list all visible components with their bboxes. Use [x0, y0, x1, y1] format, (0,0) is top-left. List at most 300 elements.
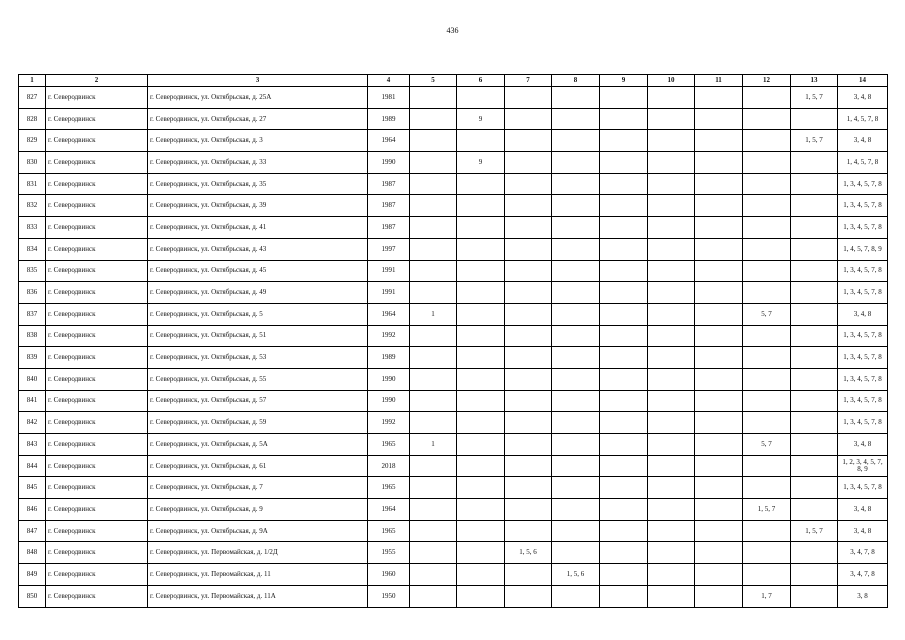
col5-cell — [410, 477, 457, 499]
address-cell: г. Северодвинск, ул. Октябрьская, д. 3 — [148, 130, 368, 152]
col14-cell: 1, 2, 3, 4, 5, 7, 8, 9 — [838, 455, 888, 477]
col8-cell — [552, 325, 600, 347]
col9-cell — [600, 173, 648, 195]
address-cell: г. Северодвинск, ул. Октябрьская, д. 9 — [148, 499, 368, 521]
locality-cell: г. Северодвинск — [46, 347, 148, 369]
col14-cell: 3, 4, 7, 8 — [838, 564, 888, 586]
col13-cell: 1, 5, 7 — [791, 520, 838, 542]
col5-cell — [410, 520, 457, 542]
table-row — [19, 477, 888, 499]
col6-cell — [457, 477, 505, 499]
column-header-8: 8 — [552, 75, 600, 87]
col5-cell — [410, 325, 457, 347]
row-number: 847 — [19, 520, 46, 542]
col13-cell — [791, 390, 838, 412]
col8-cell — [552, 108, 600, 130]
locality-cell: г. Северодвинск — [46, 434, 148, 456]
col10-cell — [648, 238, 695, 260]
locality-cell: г. Северодвинск — [46, 564, 148, 586]
col12-cell — [743, 195, 791, 217]
table-row — [19, 303, 888, 325]
col10-cell — [648, 499, 695, 521]
year-cell: 1964 — [368, 130, 410, 152]
col8-cell — [552, 368, 600, 390]
col13-cell — [791, 217, 838, 239]
col6-cell — [457, 520, 505, 542]
col8-cell — [552, 499, 600, 521]
col9-cell — [600, 520, 648, 542]
col13-cell: 1, 5, 7 — [791, 130, 838, 152]
col14-cell: 1, 3, 4, 5, 7, 8 — [838, 347, 888, 369]
year-cell: 1991 — [368, 260, 410, 282]
row-number: 839 — [19, 347, 46, 369]
col7-cell — [505, 390, 552, 412]
col5-cell — [410, 87, 457, 109]
row-number: 845 — [19, 477, 46, 499]
col10-cell — [648, 434, 695, 456]
address-cell: г. Северодвинск, ул. Октябрьская, д. 49 — [148, 282, 368, 304]
page-number: 436 — [446, 26, 459, 35]
column-header-9: 9 — [600, 75, 648, 87]
col9-cell — [600, 564, 648, 586]
col13-cell — [791, 564, 838, 586]
col7-cell — [505, 325, 552, 347]
col13-cell — [791, 542, 838, 564]
col8-cell — [552, 390, 600, 412]
col12-cell — [743, 87, 791, 109]
year-cell: 1992 — [368, 412, 410, 434]
col12-cell — [743, 217, 791, 239]
col9-cell — [600, 282, 648, 304]
row-number: 834 — [19, 238, 46, 260]
col7-cell — [505, 152, 552, 174]
table-row — [19, 238, 888, 260]
column-header-4: 4 — [368, 75, 410, 87]
col9-cell — [600, 325, 648, 347]
col7-cell — [505, 130, 552, 152]
table-row — [19, 520, 888, 542]
col13-cell — [791, 303, 838, 325]
table-row — [19, 152, 888, 174]
table-header-row — [19, 75, 888, 87]
col14-cell: 1, 4, 5, 7, 8, 9 — [838, 238, 888, 260]
col7-cell — [505, 282, 552, 304]
col8-cell — [552, 542, 600, 564]
col6-cell — [457, 173, 505, 195]
col5-cell — [410, 195, 457, 217]
row-number: 841 — [19, 390, 46, 412]
table-row — [19, 499, 888, 521]
col7-cell — [505, 108, 552, 130]
col7-cell — [505, 455, 552, 477]
col12-cell — [743, 282, 791, 304]
col11-cell — [695, 368, 743, 390]
col8-cell — [552, 152, 600, 174]
year-cell: 1950 — [368, 585, 410, 607]
address-cell: г. Северодвинск, ул. Октябрьская, д. 5А — [148, 434, 368, 456]
locality-cell: г. Северодвинск — [46, 325, 148, 347]
row-number: 833 — [19, 217, 46, 239]
year-cell: 1964 — [368, 303, 410, 325]
table-row — [19, 217, 888, 239]
address-cell: г. Северодвинск, ул. Октябрьская, д. 27 — [148, 108, 368, 130]
row-number: 829 — [19, 130, 46, 152]
table-row — [19, 455, 888, 477]
col14-cell: 3, 8 — [838, 585, 888, 607]
table-row — [19, 434, 888, 456]
year-cell: 1990 — [368, 390, 410, 412]
column-header-1: 1 — [19, 75, 46, 87]
col9-cell — [600, 477, 648, 499]
col6-cell: 9 — [457, 152, 505, 174]
col5-cell — [410, 130, 457, 152]
col10-cell — [648, 390, 695, 412]
address-cell: г. Северодвинск, ул. Октябрьская, д. 41 — [148, 217, 368, 239]
col11-cell — [695, 195, 743, 217]
col6-cell — [457, 303, 505, 325]
col7-cell — [505, 368, 552, 390]
col11-cell — [695, 390, 743, 412]
col8-cell — [552, 347, 600, 369]
col9-cell — [600, 585, 648, 607]
col13-cell — [791, 585, 838, 607]
col11-cell — [695, 455, 743, 477]
locality-cell: г. Северодвинск — [46, 217, 148, 239]
address-cell: г. Северодвинск, ул. Октябрьская, д. 51 — [148, 325, 368, 347]
col10-cell — [648, 173, 695, 195]
col14-cell: 3, 4, 8 — [838, 303, 888, 325]
column-header-14: 14 — [838, 75, 888, 87]
col14-cell: 3, 4, 7, 8 — [838, 542, 888, 564]
col14-cell: 1, 3, 4, 5, 7, 8 — [838, 390, 888, 412]
col10-cell — [648, 282, 695, 304]
col12-cell — [743, 564, 791, 586]
col9-cell — [600, 108, 648, 130]
table-row — [19, 412, 888, 434]
table-row — [19, 87, 888, 109]
col13-cell — [791, 260, 838, 282]
col14-cell: 1, 4, 5, 7, 8 — [838, 108, 888, 130]
column-header-11: 11 — [695, 75, 743, 87]
column-header-7: 7 — [505, 75, 552, 87]
col10-cell — [648, 520, 695, 542]
row-number: 827 — [19, 87, 46, 109]
col7-cell — [505, 499, 552, 521]
year-cell: 1965 — [368, 477, 410, 499]
table-row — [19, 130, 888, 152]
address-cell: г. Северодвинск, ул. Первомайская, д. 1/2Д — [148, 542, 368, 564]
col8-cell — [552, 282, 600, 304]
year-cell: 1990 — [368, 152, 410, 174]
locality-cell: г. Северодвинск — [46, 282, 148, 304]
col12-cell — [743, 347, 791, 369]
col9-cell — [600, 390, 648, 412]
col7-cell — [505, 477, 552, 499]
col7-cell — [505, 303, 552, 325]
col7-cell — [505, 195, 552, 217]
column-header-2: 2 — [46, 75, 148, 87]
col9-cell — [600, 455, 648, 477]
column-header-3: 3 — [148, 75, 368, 87]
address-cell: г. Северодвинск, ул. Октябрьская, д. 45 — [148, 260, 368, 282]
col7-cell — [505, 238, 552, 260]
table-row — [19, 195, 888, 217]
year-cell: 1960 — [368, 564, 410, 586]
col8-cell — [552, 217, 600, 239]
col7-cell — [505, 173, 552, 195]
col14-cell: 1, 3, 4, 5, 7, 8 — [838, 217, 888, 239]
address-cell: г. Северодвинск, ул. Октябрьская, д. 55 — [148, 368, 368, 390]
col7-cell — [505, 87, 552, 109]
col11-cell — [695, 434, 743, 456]
column-header-13: 13 — [791, 75, 838, 87]
col12-cell — [743, 173, 791, 195]
col5-cell — [410, 347, 457, 369]
col14-cell: 1, 4, 5, 7, 8 — [838, 152, 888, 174]
col5-cell: 1 — [410, 434, 457, 456]
address-cell: г. Северодвинск, ул. Октябрьская, д. 5 — [148, 303, 368, 325]
col11-cell — [695, 585, 743, 607]
address-cell: г. Северодвинск, ул. Октябрьская, д. 61 — [148, 455, 368, 477]
col5-cell — [410, 217, 457, 239]
col8-cell — [552, 477, 600, 499]
col14-cell: 1, 3, 4, 5, 7, 8 — [838, 325, 888, 347]
col13-cell — [791, 173, 838, 195]
col14-cell: 1, 3, 4, 5, 7, 8 — [838, 260, 888, 282]
col11-cell — [695, 564, 743, 586]
table-row — [19, 564, 888, 586]
year-cell: 1987 — [368, 217, 410, 239]
row-number: 838 — [19, 325, 46, 347]
address-cell: г. Северодвинск, ул. Первомайская, д. 11 — [148, 564, 368, 586]
col6-cell — [457, 130, 505, 152]
col12-cell — [743, 520, 791, 542]
row-number: 836 — [19, 282, 46, 304]
col13-cell — [791, 412, 838, 434]
col7-cell: 1, 5, 6 — [505, 542, 552, 564]
row-number: 828 — [19, 108, 46, 130]
col8-cell — [552, 585, 600, 607]
locality-cell: г. Северодвинск — [46, 412, 148, 434]
col14-cell: 1, 3, 4, 5, 7, 8 — [838, 412, 888, 434]
col9-cell — [600, 368, 648, 390]
col7-cell — [505, 217, 552, 239]
col11-cell — [695, 412, 743, 434]
col10-cell — [648, 152, 695, 174]
col9-cell — [600, 87, 648, 109]
locality-cell: г. Северодвинск — [46, 87, 148, 109]
col11-cell — [695, 130, 743, 152]
col5-cell — [410, 564, 457, 586]
col6-cell: 9 — [457, 108, 505, 130]
col5-cell: 1 — [410, 303, 457, 325]
col5-cell — [410, 282, 457, 304]
col6-cell — [457, 434, 505, 456]
col5-cell — [410, 108, 457, 130]
locality-cell: г. Северодвинск — [46, 173, 148, 195]
col9-cell — [600, 152, 648, 174]
col12-cell — [743, 412, 791, 434]
table-row — [19, 282, 888, 304]
col9-cell — [600, 217, 648, 239]
column-header-12: 12 — [743, 75, 791, 87]
col11-cell — [695, 173, 743, 195]
col11-cell — [695, 217, 743, 239]
row-number: 843 — [19, 434, 46, 456]
col10-cell — [648, 108, 695, 130]
locality-cell: г. Северодвинск — [46, 195, 148, 217]
col13-cell — [791, 195, 838, 217]
year-cell: 1992 — [368, 325, 410, 347]
col6-cell — [457, 542, 505, 564]
col13-cell — [791, 499, 838, 521]
col11-cell — [695, 542, 743, 564]
col12-cell: 1, 5, 7 — [743, 499, 791, 521]
year-cell: 1987 — [368, 173, 410, 195]
col10-cell — [648, 303, 695, 325]
col5-cell — [410, 499, 457, 521]
col13-cell — [791, 368, 838, 390]
column-header-10: 10 — [648, 75, 695, 87]
locality-cell: г. Северодвинск — [46, 108, 148, 130]
col11-cell — [695, 282, 743, 304]
col14-cell: 3, 4, 8 — [838, 130, 888, 152]
col5-cell — [410, 238, 457, 260]
col5-cell — [410, 260, 457, 282]
col13-cell — [791, 477, 838, 499]
col6-cell — [457, 217, 505, 239]
col6-cell — [457, 499, 505, 521]
col11-cell — [695, 325, 743, 347]
table-body — [19, 87, 888, 608]
col10-cell — [648, 87, 695, 109]
col6-cell — [457, 347, 505, 369]
year-cell: 1955 — [368, 542, 410, 564]
col6-cell — [457, 564, 505, 586]
col9-cell — [600, 434, 648, 456]
col6-cell — [457, 585, 505, 607]
col5-cell — [410, 412, 457, 434]
col12-cell — [743, 130, 791, 152]
locality-cell: г. Северодвинск — [46, 390, 148, 412]
col11-cell — [695, 303, 743, 325]
col12-cell — [743, 477, 791, 499]
col10-cell — [648, 130, 695, 152]
row-number: 849 — [19, 564, 46, 586]
col7-cell — [505, 585, 552, 607]
col7-cell — [505, 520, 552, 542]
col10-cell — [648, 217, 695, 239]
col13-cell — [791, 282, 838, 304]
row-number: 840 — [19, 368, 46, 390]
row-number: 832 — [19, 195, 46, 217]
address-cell: г. Северодвинск, ул. Октябрьская, д. 35 — [148, 173, 368, 195]
address-cell: г. Северодвинск, ул. Октябрьская, д. 33 — [148, 152, 368, 174]
row-number: 835 — [19, 260, 46, 282]
col10-cell — [648, 260, 695, 282]
locality-cell: г. Северодвинск — [46, 130, 148, 152]
col10-cell — [648, 477, 695, 499]
locality-cell: г. Северодвинск — [46, 499, 148, 521]
year-cell: 1989 — [368, 347, 410, 369]
locality-cell: г. Северодвинск — [46, 455, 148, 477]
col9-cell — [600, 260, 648, 282]
col10-cell — [648, 585, 695, 607]
col6-cell — [457, 455, 505, 477]
col12-cell: 5, 7 — [743, 434, 791, 456]
table-row — [19, 368, 888, 390]
year-cell: 1991 — [368, 282, 410, 304]
col12-cell — [743, 260, 791, 282]
col10-cell — [648, 412, 695, 434]
col10-cell — [648, 195, 695, 217]
col13-cell — [791, 455, 838, 477]
col10-cell — [648, 542, 695, 564]
col11-cell — [695, 520, 743, 542]
col6-cell — [457, 260, 505, 282]
locality-cell: г. Северодвинск — [46, 477, 148, 499]
col7-cell — [505, 434, 552, 456]
address-cell: г. Северодвинск, ул. Октябрьская, д. 39 — [148, 195, 368, 217]
col14-cell: 3, 4, 8 — [838, 434, 888, 456]
col8-cell — [552, 130, 600, 152]
col13-cell — [791, 325, 838, 347]
row-number: 837 — [19, 303, 46, 325]
col6-cell — [457, 412, 505, 434]
col11-cell — [695, 152, 743, 174]
locality-cell: г. Северодвинск — [46, 303, 148, 325]
col14-cell: 1, 3, 4, 5, 7, 8 — [838, 477, 888, 499]
address-cell: г. Северодвинск, ул. Октябрьская, д. 53 — [148, 347, 368, 369]
col12-cell — [743, 368, 791, 390]
col5-cell — [410, 455, 457, 477]
row-number: 846 — [19, 499, 46, 521]
col11-cell — [695, 499, 743, 521]
table-row — [19, 108, 888, 130]
locality-cell: г. Северодвинск — [46, 152, 148, 174]
col13-cell — [791, 238, 838, 260]
col7-cell — [505, 347, 552, 369]
col12-cell: 5, 7 — [743, 303, 791, 325]
col9-cell — [600, 303, 648, 325]
col8-cell: 1, 5, 6 — [552, 564, 600, 586]
address-cell: г. Северодвинск, ул. Октябрьская, д. 43 — [148, 238, 368, 260]
col14-cell: 3, 4, 8 — [838, 499, 888, 521]
col12-cell — [743, 325, 791, 347]
table-row — [19, 585, 888, 607]
year-cell: 1990 — [368, 368, 410, 390]
table-row — [19, 173, 888, 195]
col8-cell — [552, 238, 600, 260]
col6-cell — [457, 195, 505, 217]
address-cell: г. Северодвинск, ул. Октябрьская, д. 7 — [148, 477, 368, 499]
col9-cell — [600, 542, 648, 564]
table-row — [19, 347, 888, 369]
address-cell: г. Северодвинск, ул. Октябрьская, д. 9А — [148, 520, 368, 542]
locality-cell: г. Северодвинск — [46, 520, 148, 542]
col8-cell — [552, 195, 600, 217]
table-row — [19, 260, 888, 282]
col11-cell — [695, 260, 743, 282]
col12-cell — [743, 542, 791, 564]
year-cell: 1987 — [368, 195, 410, 217]
address-cell: г. Северодвинск, ул. Первомайская, д. 11А — [148, 585, 368, 607]
col9-cell — [600, 412, 648, 434]
col5-cell — [410, 585, 457, 607]
year-cell: 1965 — [368, 520, 410, 542]
address-cell: г. Северодвинск, ул. Октябрьская, д. 25А — [148, 87, 368, 109]
col6-cell — [457, 238, 505, 260]
